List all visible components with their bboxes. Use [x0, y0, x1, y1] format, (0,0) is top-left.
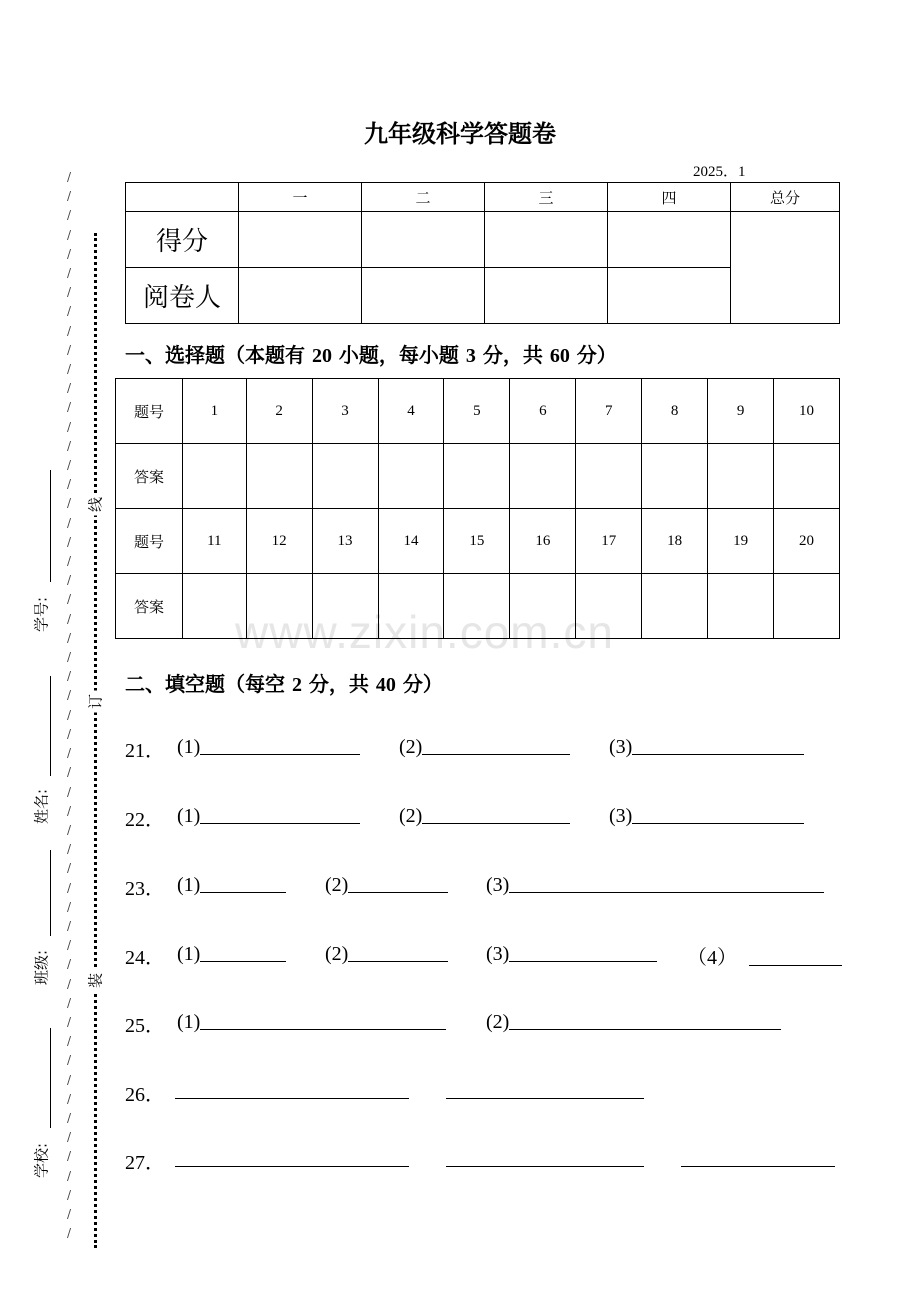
answer-cell[interactable]	[312, 574, 378, 639]
answer-blank[interactable]	[681, 1146, 835, 1167]
score-col-4: 四	[608, 183, 731, 212]
grader-cell[interactable]	[362, 268, 485, 324]
answer-cell[interactable]	[576, 444, 642, 509]
q22-part2: (2)	[399, 803, 570, 828]
question-number: 18	[642, 509, 708, 574]
question-number: 13	[312, 509, 378, 574]
q22-part1: (1)	[177, 803, 360, 828]
q22-number: 22．	[125, 809, 165, 831]
margin-xian: 线	[85, 494, 106, 516]
answer-cell[interactable]	[444, 574, 510, 639]
question-number: 15	[444, 509, 510, 574]
q23-part2: (2)	[325, 872, 448, 897]
q26-blank-2-wrap	[446, 1078, 644, 1103]
question-number: 10	[774, 379, 840, 444]
score-col-2: 二	[362, 183, 485, 212]
section-2-heading: 二、填空题（每空 2 分，共 40 分）	[125, 672, 443, 696]
question-number: 7	[576, 379, 642, 444]
score-col-1: 一	[239, 183, 362, 212]
school-label: 学校:	[32, 1142, 51, 1179]
student-id-line[interactable]	[50, 470, 51, 582]
q27-blank-3-wrap	[681, 1146, 835, 1171]
class-label: 班级:	[32, 949, 51, 986]
score-cell[interactable]	[362, 212, 485, 268]
choice-answer-table	[115, 378, 840, 639]
row-label-grader: 阅卷人	[126, 268, 239, 324]
question-number: 14	[378, 509, 444, 574]
q25-part1: (1)	[177, 1009, 446, 1034]
answer-blank[interactable]	[175, 1078, 409, 1099]
name-line[interactable]	[50, 676, 51, 776]
answer-blank[interactable]	[509, 1009, 781, 1030]
label-answer: 答案	[116, 574, 183, 639]
answer-blank[interactable]	[422, 734, 570, 755]
grader-cell[interactable]	[608, 268, 731, 324]
answer-blank[interactable]	[422, 803, 570, 824]
question-number: 5	[444, 379, 510, 444]
answer-blank[interactable]	[348, 941, 448, 962]
margin-zhuang: 装	[85, 970, 106, 992]
q27-blank-2-wrap	[446, 1146, 644, 1171]
grader-cell[interactable]	[485, 268, 608, 324]
q26-blank-1-wrap	[175, 1078, 409, 1103]
row-label-score: 得分	[126, 212, 239, 268]
q23-part3: (3)	[486, 872, 824, 897]
question-number: 9	[708, 379, 774, 444]
question-number: 8	[642, 379, 708, 444]
q27-number: 27．	[125, 1152, 165, 1174]
answer-cell[interactable]	[312, 444, 378, 509]
score-col-total: 总分	[731, 183, 840, 212]
q25-part2: (2)	[486, 1009, 781, 1034]
name-label: 姓名:	[32, 788, 51, 825]
score-cell[interactable]	[485, 212, 608, 268]
answer-blank[interactable]	[446, 1078, 644, 1099]
label-question-number: 题号	[116, 379, 183, 444]
q21-part1: (1)	[177, 734, 360, 759]
score-table	[125, 182, 840, 324]
answer-blank[interactable]	[348, 872, 448, 893]
score-col-0	[126, 183, 239, 212]
answer-cell[interactable]	[708, 574, 774, 639]
question-number: 19	[708, 509, 774, 574]
question-number: 12	[246, 509, 312, 574]
answer-blank[interactable]	[509, 872, 824, 893]
answer-cell[interactable]	[576, 574, 642, 639]
question-number: 6	[510, 379, 576, 444]
question-number: 2	[246, 379, 312, 444]
q23-part1: (1)	[177, 872, 286, 897]
total-score-cell[interactable]	[731, 212, 840, 324]
q26-number: 26．	[125, 1084, 165, 1106]
answer-cell[interactable]	[642, 444, 708, 509]
answer-cell[interactable]	[378, 574, 444, 639]
answer-cell[interactable]	[708, 444, 774, 509]
margin-slash-column: / / / / / / / / / / / / / / / / / / / / / / / / / / / / / / / / / / / / / / / / / / / / / / / / / / / / / / / /	[66, 170, 72, 1241]
q24-number: 24．	[125, 947, 165, 969]
question-number: 4	[378, 379, 444, 444]
answer-cell[interactable]	[444, 444, 510, 509]
score-cell[interactable]	[239, 212, 362, 268]
q27-blank-1-wrap	[175, 1146, 409, 1171]
answer-blank[interactable]	[200, 803, 360, 824]
score-cell[interactable]	[608, 212, 731, 268]
school-line[interactable]	[50, 1028, 51, 1128]
question-number: 1	[183, 379, 247, 444]
q24-part3: (3)	[486, 941, 657, 966]
answer-cell[interactable]	[183, 574, 247, 639]
answer-blank[interactable]	[175, 1146, 409, 1167]
answer-cell[interactable]	[246, 574, 312, 639]
answer-cell[interactable]	[510, 574, 576, 639]
label-answer: 答案	[116, 444, 183, 509]
grader-cell[interactable]	[239, 268, 362, 324]
class-line[interactable]	[50, 850, 51, 936]
margin-ding: 订	[85, 691, 106, 713]
q25-number: 25．	[125, 1015, 165, 1037]
question-number: 11	[183, 509, 247, 574]
q21-part2: (2)	[399, 734, 570, 759]
answer-cell[interactable]	[183, 444, 247, 509]
answer-cell[interactable]	[642, 574, 708, 639]
student-id-label: 学号:	[32, 596, 51, 633]
answer-blank[interactable]	[749, 945, 842, 966]
answer-blank[interactable]	[200, 941, 286, 962]
binding-dotted-line	[94, 233, 97, 1248]
page-title: 九年级科学答题卷	[364, 119, 556, 148]
q24-part2: (2)	[325, 941, 448, 966]
answer-cell[interactable]	[774, 574, 840, 639]
answer-blank[interactable]	[632, 803, 804, 824]
answer-blank[interactable]	[200, 1009, 446, 1030]
q24-part4: （4）	[687, 941, 842, 970]
answer-cell[interactable]	[774, 444, 840, 509]
q21-part3: (3)	[609, 734, 804, 759]
answer-blank[interactable]	[632, 734, 804, 755]
answer-cell[interactable]	[378, 444, 444, 509]
exam-date: 2025．1	[693, 164, 746, 180]
label-question-number: 题号	[116, 509, 183, 574]
answer-blank[interactable]	[200, 872, 286, 893]
question-number: 17	[576, 509, 642, 574]
q23-number: 23．	[125, 878, 165, 900]
question-number: 16	[510, 509, 576, 574]
question-number: 3	[312, 379, 378, 444]
answer-blank[interactable]	[200, 734, 360, 755]
score-col-3: 三	[485, 183, 608, 212]
q24-part1: (1)	[177, 941, 286, 966]
q21-number: 21．	[125, 740, 165, 762]
answer-cell[interactable]	[246, 444, 312, 509]
answer-cell[interactable]	[510, 444, 576, 509]
q22-part3: (3)	[609, 803, 804, 828]
question-number: 20	[774, 509, 840, 574]
section-1-heading: 一、选择题（本题有 20 小题，每小题 3 分，共 60 分）	[125, 343, 617, 367]
answer-blank[interactable]	[509, 941, 657, 962]
answer-blank[interactable]	[446, 1146, 644, 1167]
watermark: www.zixin.com.cn	[235, 606, 614, 658]
